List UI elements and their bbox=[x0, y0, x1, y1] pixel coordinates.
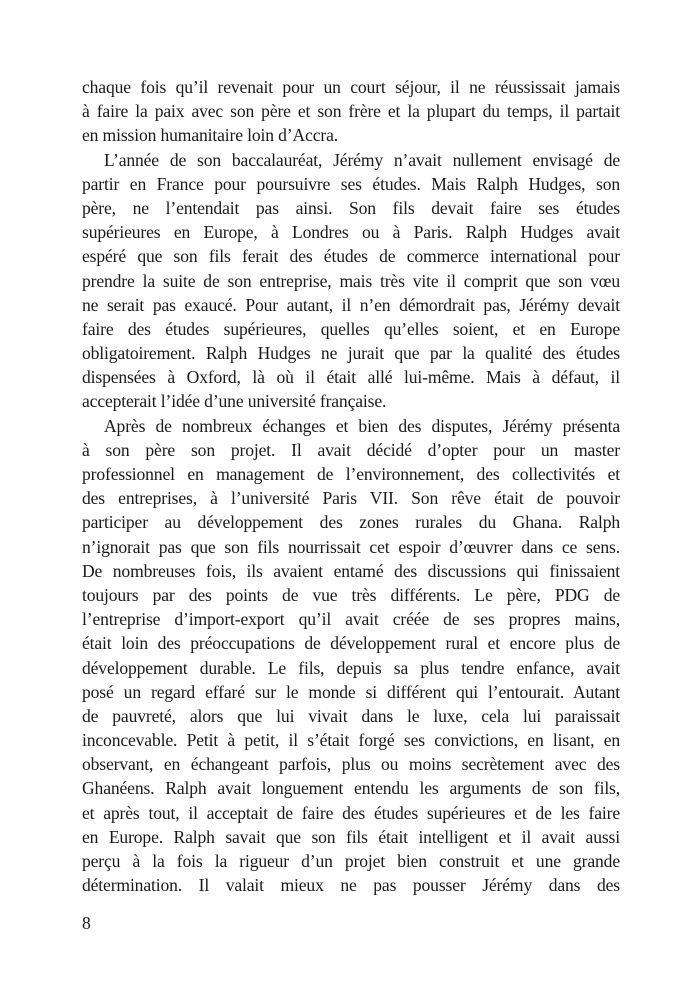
paragraph bbox=[82, 148, 620, 414]
text-line: ne serait pas exaucé. Pour autant, il n’en démordrait pas, Jérémy devait bbox=[82, 294, 620, 315]
text-line: n’ignorait pas que son fils nourrissait cet espoir d’œuvrer dans ce sens. bbox=[82, 536, 620, 557]
text-line: Ghanéens. Ralph avait longuement entendu les arguments de son fils, bbox=[82, 778, 620, 799]
text-line: obligatoirement. Ralph Hudges ne jurait que par la qualité des études bbox=[82, 343, 620, 364]
text-line: père, ne l’entendait pas ainsi. Son fils devait faire ses études bbox=[82, 197, 620, 218]
text-line: De nombreuses fois, ils avaient entamé des discussions qui finissaient bbox=[82, 560, 620, 581]
text-line: de pauvreté, alors que lui vivait dans le luxe, cela lui paraissait bbox=[82, 705, 620, 726]
text-line: observant, en échangeant parfois, plus ou moins secrètement avec des bbox=[82, 754, 620, 775]
text-line: en Europe. Ralph savait que son fils était intelligent et il avait aussi bbox=[82, 826, 620, 847]
text-line: Après de nombreux échanges et bien des disputes, Jérémy présenta bbox=[104, 415, 620, 436]
page-body bbox=[82, 75, 620, 897]
text-line: supérieures en Europe, à Londres ou à Paris. Ralph Hudges avait bbox=[82, 222, 620, 243]
text-line: participer au développement des zones rurales du Ghana. Ralph bbox=[82, 512, 620, 533]
text-line: détermination. Il valait mieux ne pas pousser Jérémy dans des bbox=[82, 875, 620, 896]
text-line: prendre la suite de son entreprise, mais très vite il comprit que son vœu bbox=[82, 270, 620, 291]
text-line: perçu à la fois la rigueur d’un projet bien construit et une grande bbox=[82, 851, 620, 871]
text-line: et après tout, il acceptait de faire des études supérieures et de les faire bbox=[82, 802, 620, 823]
text-line: à faire la paix avec son père et son frère et la plupart du temps, il partait bbox=[82, 101, 620, 122]
text-line: espéré que son fils ferait des études de commerce international pour bbox=[82, 246, 620, 267]
text-line: des entreprises, à l’université Paris VII. Son rêve était de pouvoir bbox=[82, 488, 620, 509]
text-line: professionnel en management de l’environnement, des collectivités et bbox=[82, 464, 620, 484]
text-line: faire des études supérieures, quelles qu’elles soient, et en Europe bbox=[82, 318, 620, 339]
text-line: chaque fois qu’il revenait pour un court séjour, il ne réussissait jamais bbox=[82, 77, 620, 97]
text-line: en mission humanitaire loin d’Accra. bbox=[82, 125, 338, 146]
text-line: posé un regard effaré sur le monde si différent qui l’entourait. Autant bbox=[82, 681, 620, 702]
paragraph bbox=[82, 75, 620, 148]
text-line: toujours par des points de vue très différents. Le père, PDG de bbox=[82, 584, 620, 605]
text-line: était loin des préoccupations de développement rural et encore plus de bbox=[82, 633, 620, 654]
text-line: dispensées à Oxford, là où il était allé lui-même. Mais à défaut, il bbox=[82, 367, 620, 388]
page-number: 8 bbox=[82, 913, 91, 933]
text-line: à son père son projet. Il avait décidé d’opter pour un master bbox=[82, 439, 620, 460]
paragraph bbox=[82, 414, 620, 898]
text-line: L’année de son baccalauréat, Jérémy n’avait nullement envisagé de bbox=[104, 149, 620, 170]
text-line: développement durable. Le fils, depuis sa plus tendre enfance, avait bbox=[82, 657, 620, 678]
text-line: inconcevable. Petit à petit, il s’était forgé ses convictions, en lisant, en bbox=[82, 730, 620, 751]
text-line: accepterait l’idée d’une université française. bbox=[82, 391, 387, 412]
text-line: l’entreprise d’import-export qu’il avait créée de ses propres mains, bbox=[82, 609, 620, 630]
text-line: partir en France pour poursuivre ses études. Mais Ralph Hudges, son bbox=[82, 173, 620, 194]
